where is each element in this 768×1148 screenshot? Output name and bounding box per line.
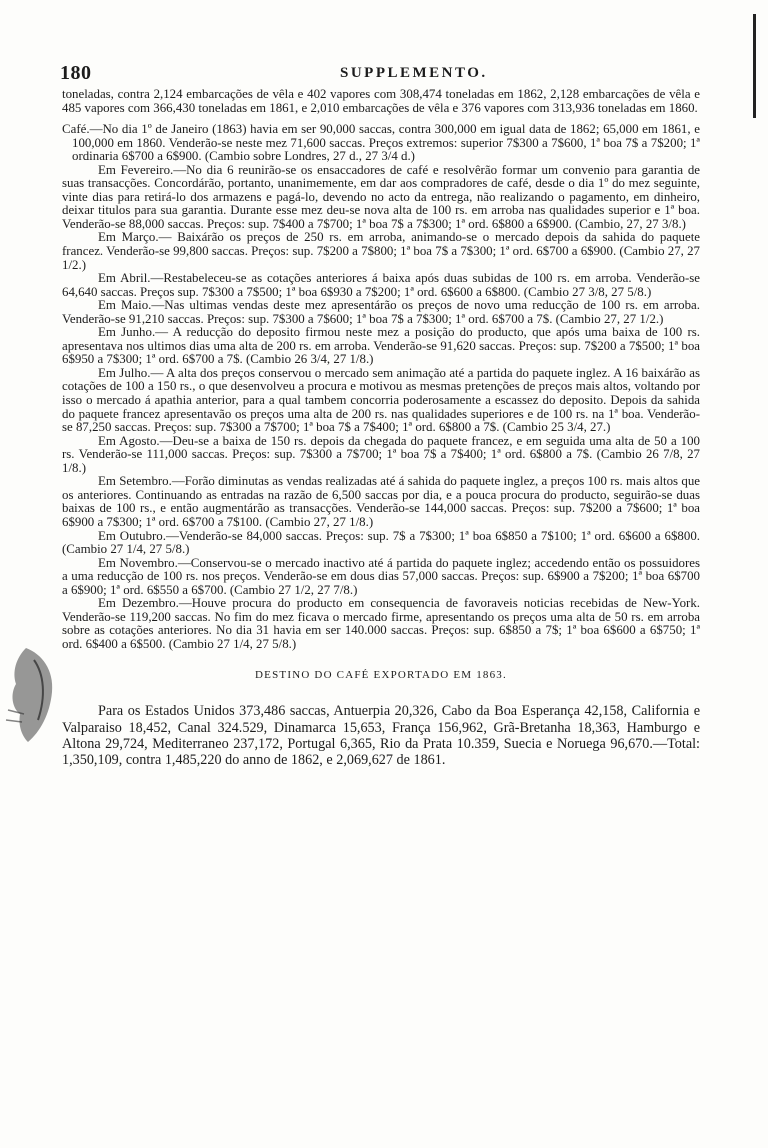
text-maio: —Nas ultimas vendas deste mez apresentárão os preços de novo uma reducção de 100 rs. em arroba. Venderão-se 91,210 saccas. Preços: sup. 7$300 a 7$600; 1ª boa 7$ a 7$300; 1ª ord. 6$700 a 7$. (Cambio 27, 27 1/2.): [62, 298, 700, 326]
label-maio: Em Maio.: [98, 298, 152, 313]
label-marco: Em Março.: [98, 230, 159, 245]
text-novembro: —Conservou-se o mercado inactivo até á partida do paquete inglez; accedendo então os possuidores a uma reducção de 100 rs. nos preços. Venderão-se em dous dias 57,000 saccas. Preços: sup. 6$900 a 7$200; 1ª boa 6$700 a 6$900; 1ª ord. 6$550 a 6$700. (Cambio 27 1/2, 27 7/8.): [62, 555, 700, 597]
label-fevereiro: Em Fevereiro.: [98, 162, 174, 177]
text-julho: — A alta dos preços conservou o mercado sem animação até a partida do paquete inglez. A 16 baixárão as cotações de 100 a 150 rs., o que desenvolveu a procura e motivou as mesmas pretenções de preços mais altos, voltando por isso o mercado á apathia anterior, para a qual tambem concorria poderosamente a escassez do deposito. Depois da sahida do paquete francez apresentavão os preços uma alta de 200 rs. nas qualidades superiores e de 100 rs. na 1ª boa. Venderão-se 87,250 saccas. Preços: sup. 7$300 a 7$700; 1ª boa 7$ a 7$400; 1ª ord. 6$800 a 7$. (Cambio 25 3/4, 27.): [62, 365, 701, 435]
paragraph-cafe: [62, 123, 700, 164]
paragraph-abril: [62, 272, 700, 299]
text-cafe: —No dia 1º de Janeiro (1863) havia em ser 90,000 saccas, contra 300,000 em igual data de 1862; 65,000 em 1861, e 100,000 em 1860. Venderão-se neste mez 71,600 saccas. Preços extremos: superior 7$300 a 7$600, 1ª boa 7$ a 7$200; 1ª ordinaria 6$700 a 6$900. (Cambio sobre Londres, 27 d., 27 3/4 d.): [72, 122, 700, 164]
text-outubro: —Venderão-se 84,000 saccas. Preços: sup. 7$ a 7$300; 1ª boa 6$850 a 7$100; 1ª ord. 6$600 a 6$800. (Cambio 27 1/4, 27 5/8.): [62, 528, 700, 557]
label-julho: Em Julho.: [98, 365, 151, 380]
text-marco: — Baixárão os preços de 250 rs. em arroba, animando-se o mercado depois da sahida do paquete francez. Venderão-se 99,800 saccas. Preços: sup. 7$200 a 7$800; 1ª boa 7$ a 7$300; 1ª ord. 6$700 a 6$900. (Cambio 27, 27 1/2.): [62, 230, 700, 272]
paragraph-intro: toneladas, contra 2,124 embarcações de vêla e 402 vapores com 308,474 toneladas em 1862, 2,128 embarcações de vêla e 485 vapores com 366,430 toneladas em 1861, e 2,010 embarcações de vêla e 376 vapores com 313,936 toneladas em 1860.: [62, 87, 700, 115]
text-agosto: —Deu-se a baixa de 150 rs. depois da chegada do paquete francez, e em seguida uma alta de 50 a 100 rs. Venderão-se 111,000 saccas. Preços: sup. 7$300 a 7$700; 1ª boa 7$ a 7$400; 1ª ord. 6$800 a 7$. (Cambio 26 7/8, 27 1/8.): [62, 433, 700, 475]
text-fevereiro: —No dia 6 reunirão-se os ensaccadores de café e resolvêrão formar um convenio para garantia de suas transacções. Concordárão, portanto, unanimemente, em dar aos compradores de café, desde o dia 1º do mez seguinte, vinte dias para retirá-lo dos armazens e pagá-lo, devendo no acto da entrega, não realizando o pagamento, em dinheiro, deixar titulos para sua garantia. Durante esse mez deu-se nova alta de 100 rs. em arroba nas qualidades superior e 1ª boa. Venderão-se 88,000 saccas. Preços: sup. 7$400 a 7$700; 1ª boa 7$ a 7$300; 1ª ord. 6$800 a 6$900. (Cambio, 27, 27 3/8.): [62, 162, 700, 231]
page-header: [60, 62, 700, 86]
margin-stain-mark: [4, 640, 60, 750]
paragraph-destino: Para os Estados Unidos 373,486 saccas, Antuerpia 20,326, Cabo da Boa Esperança 42,158, California e Valparaiso 18,452, Canal 324.529, Dinamarca 15,653, França 156,962, Grã-Bretanha 18,363, Hamburgo e Altona 29,724, Mediterraneo 237,172, Portugal 6,365, Rio da Prata 10.359, Suecia e Noruega 96,670.—Total: 1,350,109, contra 1,485,220 do anno de 1862, e 2,069,627 de 1861.: [62, 703, 700, 769]
text-junho: — A reducção do deposito firmou neste mez a posição do producto, que após uma baixa de 100 rs. apresentava nos ultimos dias uma alta de 200 rs. em arroba. Venderão-se 91,620 saccas. Preços: sup. 7$200 a 7$500; 1ª boa 6$950 a 7$300; 1ª ord. 6$700 a 7$. (Cambio 26 3/4, 27 1/8.): [62, 325, 700, 367]
paragraph-fevereiro: [62, 164, 700, 232]
paragraph-setembro: [62, 475, 700, 529]
text-dezembro: —Houve procura do producto em consequencia de favoraveis noticias recebidas de New-York. Venderão-se 119,200 saccas. No fim do mez ficava o mercado firme, apresentando os preços uma alta de 50 rs. em arroba sobre as cotações anteriores. No dia 31 havia em ser 140.000 saccas. Preços: sup. 6$850 a 7$; 1ª boa 6$600 a 6$750; 1ª ord. 6$400 a 6$500. (Cambio 27 1/4, 27 5/8.): [62, 596, 700, 651]
text-setembro: —Forão diminutas as vendas realizadas até á sahida do paquete inglez, a preços 100 rs. mais altos que os anteriores. Continuando as entradas na razão de 6,500 saccas por dia, e a pouca procura do producto, seguirão-se duas baixas de 100 rs., e então augmentárão as transacções. Venderão-se 144,000 saccas. Preços: sup. 7$200 a 7$600; 1ª boa 6$900 a 7$300; 1ª ord. 6$700 a 7$100. (Cambio 27, 27 1/8.): [62, 474, 700, 529]
label-abril: Em Abril.: [98, 271, 151, 286]
label-junho: Em Junho.: [98, 325, 156, 340]
label-outubro: Em Outubro.: [98, 528, 166, 543]
label-novembro: Em Novembro.: [98, 555, 178, 570]
label-setembro: Em Setembro.: [98, 474, 172, 489]
page-body: [62, 88, 700, 768]
paragraph-marco: [62, 231, 700, 272]
paragraph-novembro: [62, 557, 700, 598]
running-title: SUPPLEMENTO.: [340, 65, 488, 81]
label-agosto: Em Agosto.: [98, 433, 160, 448]
edge-rule: [753, 14, 756, 118]
section-title: DESTINO DO CAFÉ EXPORTADO EM 1863.: [255, 669, 507, 682]
paragraph-junho: [62, 326, 700, 367]
paragraph-agosto: [62, 435, 700, 476]
paragraph-dezembro: [62, 597, 700, 651]
paragraph-outubro: [62, 530, 700, 557]
paragraph-maio: [62, 299, 700, 326]
page-number: 180: [60, 62, 92, 84]
label-cafe: Café.: [62, 122, 90, 137]
label-dezembro: Em Dezembro.: [98, 596, 179, 611]
text-abril: —Restabeleceu-se as cotações anteriores á baixa após duas subidas de 100 rs. em arroba. Venderão-se 64,640 saccas. Preços sup. 7$300 a 7$500; 1ª boa 6$930 a 7$200; 1ª ord. 6$600 a 6$800. (Cambio 27 3/8, 27 5/8.): [62, 271, 700, 299]
paragraph-julho: [62, 367, 700, 435]
